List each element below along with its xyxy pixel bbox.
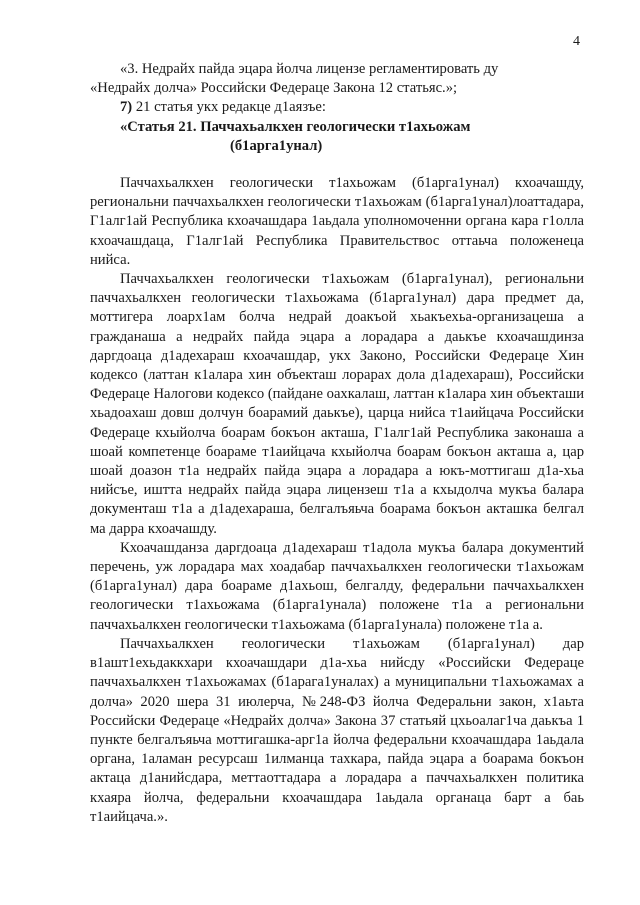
paragraph-2: Паччахьалкхен геологически т1ахьожам (б1арга1унал), региональни паччахьалкхен геологически т1ахьожама (б1арга1унал) дара предмет да, моттигера лоарх1ам болча недрай доакъой хьакъехьа-организацеша а гражданаша а недрайх пайда эцара а лорадара а даькъе кхоачашдинза даргдоаца д1адехараш кхоачашдар, укх Законо, Российски Федераце Хин кодексо (латтан к1алара хин объекташ лорарах дола д1адехараш), Российски Федераце Налогови кодексо (пайдане оахкалаш, латтан к1алара хин объекташи хьадоахаш довш долчун боарамий даькъе), царца нийса т1аийцача Российски Федераце кхыйолча боарам бокъон акташа, Г1алг1ай Республика законаша а шоай компетенце боараме т1аийцача кхыйолча боарам бокъон акташа а, цар шоай доазон т1а недрайх пайда эцара а лорадара а юкъ-моттигаш д1а-хьа нийсъе, иштта недрайх пайда эцара лицензеш т1а а кхыдолча мукъа балара документаш т1а а д1адехараша, белгалъяьча боарама бокъон акташка белгал ма дарра кхоачашду. bbox=[90, 271, 584, 537]
article-title-line-1: «Статья 21. Паччахьалкхен геологически т1ахьожам bbox=[120, 118, 471, 135]
point-7-number: 7) bbox=[120, 99, 133, 116]
paragraph-3: Кхоачашданза даргдоаца д1адехараш т1адола мукъа балара документий перечень, уж лорадара мах хоадабар паччахьалкхен геологически т1ахьожам (б1арга1унал) дара боараме д1ахьош, белгалду, федеральни паччахьалкхен геологически т1ахьожама (б1арга1унала) положене т1а а региональни паччахьалкхен геологически т1ахьожама (б1арга1унала) положене т1а а. bbox=[90, 539, 584, 633]
spacer bbox=[90, 156, 584, 174]
document-body bbox=[90, 60, 584, 827]
point-7-text: 21 статья укх редакце д1аязъе: bbox=[132, 99, 326, 116]
page-number: 4 bbox=[573, 34, 580, 49]
intro-line-2: «Недрайх долча» Российски Федераце Закона 12 статьяс.»; bbox=[90, 80, 458, 97]
article-title-line-2: (б1арга1унал) bbox=[230, 137, 323, 154]
intro-line-1: «3. Недрайх пайда эцара йолча лицензе регламентировать ду bbox=[120, 61, 499, 77]
point-7 bbox=[90, 98, 584, 117]
paragraph-4: Паччахьалкхен геологически т1ахьожам (б1арга1унал) дар в1ашт1ехьдаккхари кхоачашдари д1а-хьа нийсду «Российски Федераце паччахьалкхен т1ахьожамах (б1арага1уналах) а муниципальни т1ахьожамах а долча» 2020 шера 31 июлерча, №248-ФЗ йолча Федеральни закон, х1аьта Российски Федераце «Недрайх долча» Закона 37 статьяй цхьоалаг1ча даькъа 1 пункте белгалъяьча моттигашка-арг1а йолча федеральни кхоачашдара 1аьдала органа, 1аламан ресурсаш 1илманца тахкара, пайда эцара а боарама бокъон актаца д1анийсдара, меттаоттадара а лорадара а паччахьалкхен политика кхаяра йолча, федеральни кхоачашдара 1аьдала органаца барт а баь т1аийцача.». bbox=[90, 635, 584, 825]
paragraph-1: Паччахьалкхен геологически т1ахьожам (б1арга1унал) кхоачашду, региональни паччахьалкхен геологически т1ахьожам (б1арга1унал)лоаттадара, Г1алг1ай Республика кхоачашдара 1аьдала уполномоченни органа кара г1олла кхоачашдаца, Г1алг1ай Республика Правительствос оттаьча положенеца нийса. bbox=[90, 175, 584, 268]
